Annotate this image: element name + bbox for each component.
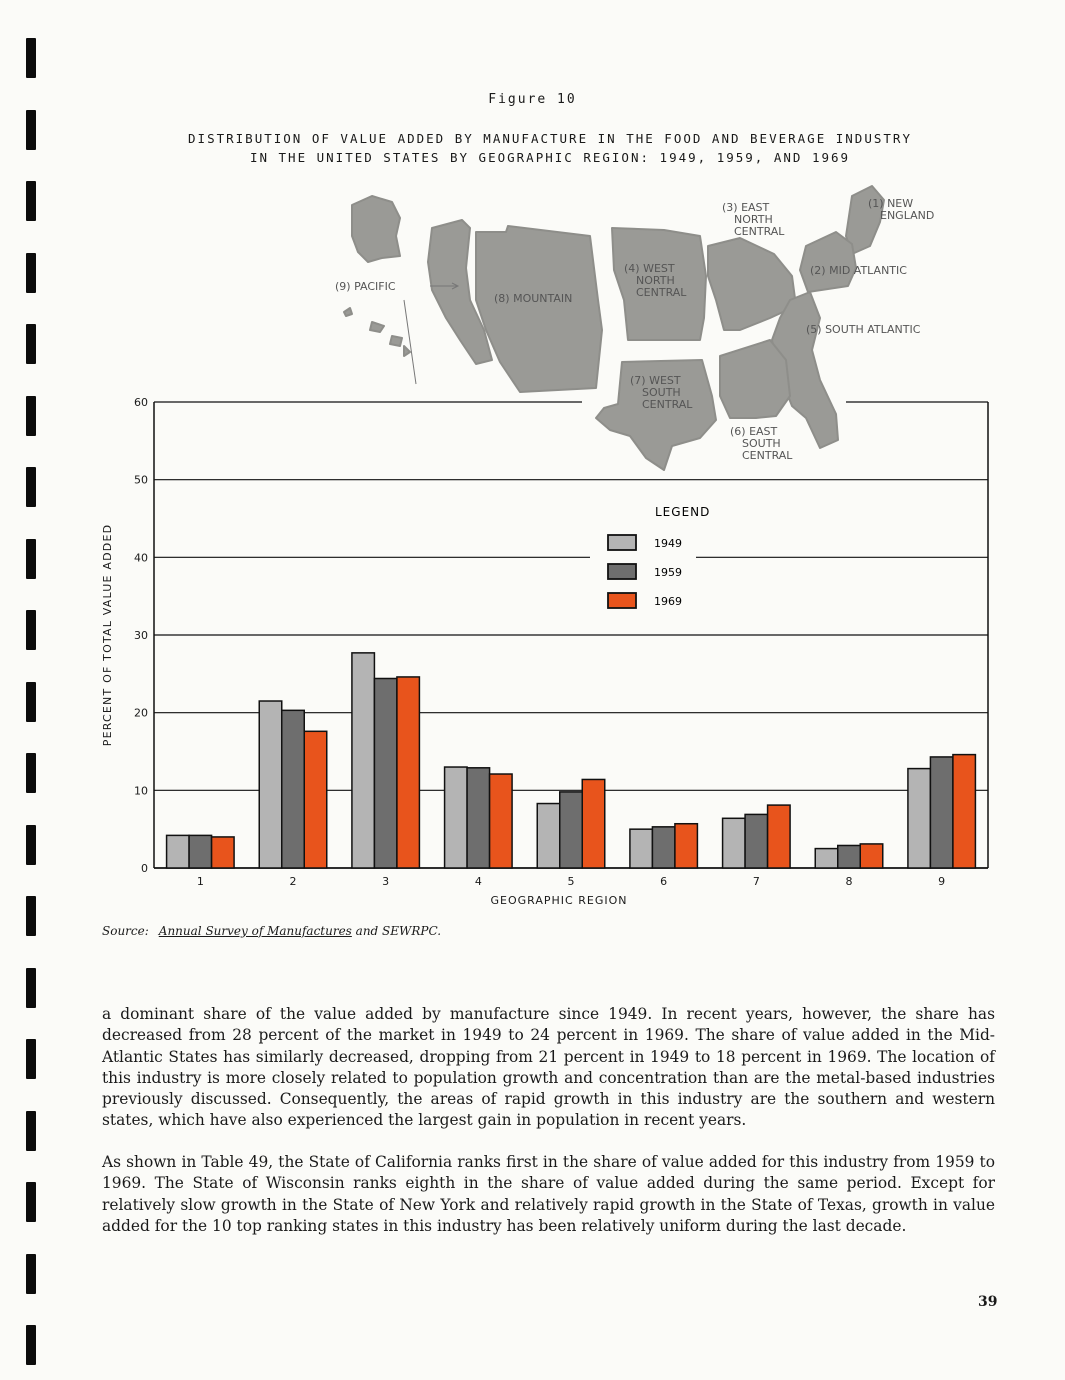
figure-title-line1: DISTRIBUTION OF VALUE ADDED BY MANUFACTURE IN THE FOOD AND BEVERAGE INDUSTRY <box>188 131 912 146</box>
body-paragraph-2: As shown in Table 49, the State of California ranks first in the share of value added for this industry from 1959 to 1969. The State of Wisconsin ranks eighth in the share of value added during the same period. Except for relatively slow growth in the State of New York and relatively rapid growth in the State of Texas, growth in value added for the 10 top ranking states in this industry has been relatively uniform during the last decade. <box>102 1153 995 1235</box>
bar <box>582 779 605 868</box>
source-note <box>102 924 441 938</box>
plot-area <box>154 402 988 868</box>
legend-label: 1959 <box>654 566 682 579</box>
figure-label: Figure 10 <box>488 92 577 107</box>
bar <box>212 837 235 868</box>
y-tick-label: 0 <box>141 862 148 875</box>
legend-swatch <box>608 593 636 608</box>
x-tick-label: 1 <box>196 875 204 888</box>
map-region-label: (4) WEST <box>624 262 675 275</box>
y-tick-label: 50 <box>134 473 148 487</box>
bar <box>304 731 327 868</box>
map-region-label: CENTRAL <box>734 225 785 238</box>
source-prefix: Source: <box>102 924 149 938</box>
map-region-label: CENTRAL <box>642 398 693 411</box>
bar <box>675 824 698 868</box>
map-region-label: CENTRAL <box>742 449 793 462</box>
x-tick-label: 5 <box>567 875 575 888</box>
legend-swatch <box>608 564 636 579</box>
bar <box>908 769 931 868</box>
x-tick-label: 4 <box>474 875 482 888</box>
map-region-label: ENGLAND <box>880 209 935 222</box>
legend-title: LEGEND <box>655 505 711 519</box>
page-number: 39 <box>978 1294 998 1310</box>
bar <box>560 792 583 868</box>
map-hawaii <box>370 322 410 356</box>
bar <box>630 829 653 868</box>
bar <box>953 755 976 868</box>
y-tick-label: 20 <box>134 706 148 720</box>
y-axis-label: PERCENT OF TOTAL VALUE ADDED <box>101 523 114 747</box>
map-region-label: CENTRAL <box>636 286 687 299</box>
bar <box>652 827 675 868</box>
x-axis-label: GEOGRAPHIC REGION <box>490 894 628 907</box>
us-regions-map <box>335 186 934 470</box>
body-paragraph-1: a dominant share of the value added by manufacture since 1949. In recent years, however, the share has decreased from 28 percent of the market in 1949 to 24 percent in 1969. The share of value added in the Mid-Atlantic States has similarly decreased, dropping from 21 percent in 1949 to 18 percent in 1969. The location of this industry is more closely related to population growth and concentration than are the metal-based industries previously discussed. Consequently, the areas of rapid growth in this industry are the southern and western states, which have also experienced the largest gain in population in recent years. <box>102 1005 995 1130</box>
bar <box>259 701 282 868</box>
bar <box>860 844 883 868</box>
bar <box>352 653 375 868</box>
bar <box>930 757 953 868</box>
figure-title-line2: IN THE UNITED STATES BY GEOGRAPHIC REGION: 1949, 1959, AND 1969 <box>249 150 851 165</box>
x-tick-label: 7 <box>752 875 760 888</box>
map-mid-atlantic <box>800 232 856 292</box>
bar <box>815 849 838 868</box>
bar <box>189 835 212 868</box>
legend-label: 1949 <box>654 537 682 550</box>
bar <box>397 677 420 868</box>
x-tick-label: 8 <box>845 875 853 888</box>
bar <box>167 835 190 868</box>
bar <box>723 818 746 868</box>
map-region-label: (6) EAST <box>730 425 778 438</box>
x-tick-label: 9 <box>938 875 946 888</box>
bar <box>374 678 397 868</box>
legend-swatch <box>608 535 636 550</box>
map-region-label: SOUTH <box>642 386 681 399</box>
map-region-label: (7) WEST <box>630 374 681 387</box>
bar <box>838 845 861 868</box>
legend <box>608 505 710 608</box>
source-suffix: and SEWRPC. <box>355 924 442 938</box>
map-region-label: (9) PACIFIC <box>335 280 396 293</box>
bar <box>467 768 490 868</box>
map-east-south-central <box>720 340 790 418</box>
map-mountain <box>476 226 602 392</box>
x-tick-label: 3 <box>382 875 390 888</box>
map-region-label: SOUTH <box>742 437 781 450</box>
bar <box>537 804 560 868</box>
map-region-label: (8) MOUNTAIN <box>494 292 573 305</box>
y-tick-label: 10 <box>134 784 148 798</box>
legend-label: 1969 <box>654 595 682 608</box>
map-alaska <box>352 196 400 262</box>
map-region-label: NORTH <box>636 274 675 287</box>
bar <box>445 767 468 868</box>
y-tick-label: 40 <box>134 551 148 565</box>
map-region-label: NORTH <box>734 213 773 226</box>
map-region-label: (1) NEW <box>868 197 914 210</box>
bar <box>768 805 791 868</box>
bar <box>490 774 513 868</box>
x-tick-label: 6 <box>660 875 668 888</box>
x-tick-label: 2 <box>289 875 297 888</box>
map-region-label: (5) SOUTH ATLANTIC <box>806 323 921 336</box>
bar <box>282 710 305 868</box>
y-tick-label: 30 <box>134 629 148 642</box>
bar <box>745 814 768 868</box>
map-region-label: (2) MID ATLANTIC <box>810 264 907 277</box>
source-title: Annual Survey of Manufactures <box>158 924 352 938</box>
map-region-label: (3) EAST <box>722 201 770 214</box>
y-tick-label: 60 <box>134 396 148 409</box>
